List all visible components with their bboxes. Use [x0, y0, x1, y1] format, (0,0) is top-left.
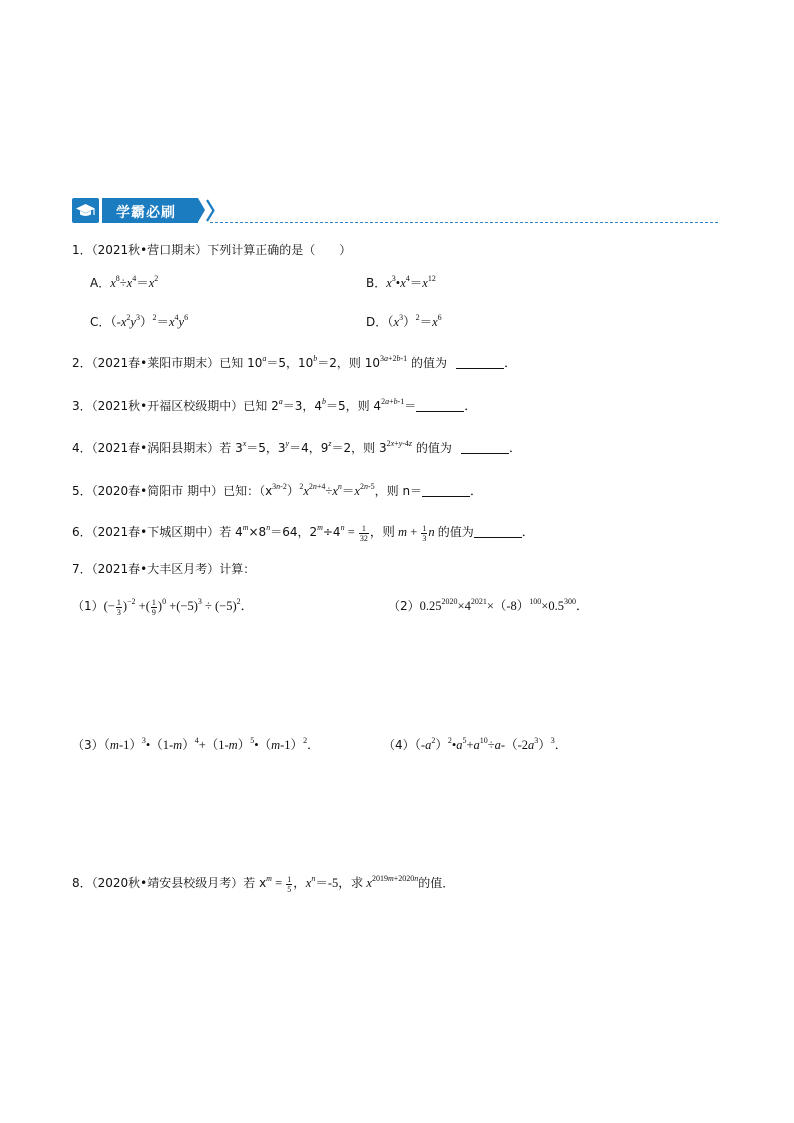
- q1-option-c: C．$(-x^2y^3)^2=x^4y^6$: [90, 313, 189, 329]
- q1-option-d: D．$(x^3)^2=x^6$: [366, 313, 442, 329]
- q3-stem: 3．（2021秋•开福区校级期中）已知 $2^a=3$，$4^b=5$，则 $4^{2a+b-1}=$ ．: [72, 397, 477, 413]
- answer-blank[interactable]: [416, 400, 464, 412]
- graduation-cap-icon: [72, 198, 99, 223]
- section-divider: [210, 222, 718, 223]
- answer-blank[interactable]: [474, 526, 522, 538]
- q8-stem: 8．（2020秋•靖安县校级月考）若 $x^m$ = $\frac{1}{5}$ ，$x^n=-5$，求 $x^{2019m+2020n}$的值．: [72, 874, 455, 894]
- q6-stem: 6．（2021春•下城区期中）若 $4^m\times 8^n=64$，$2^m\div 4^n$ = $\frac{1}{32}$ ，则 m + $\frac{1}{3}$ n 的值为 ．: [72, 523, 535, 543]
- q2-stem: 2．（2021春•莱阳市期末）已知 $10^a=5$，$10^b=2$，则 $10^{3a+2b-1}$ 的值为 ．: [72, 354, 517, 370]
- q7-part3: $(3)(m-1)^3•(1-m)^4+(1-m)^5•(m-1)^2$．: [72, 736, 320, 752]
- q5-stem: 5．（2020春•简阳市 期中）已知：$(x^{3n-2})^2x^{2n+4}\div x^n=x^{2n-5}$，则 n＝ ．: [72, 482, 483, 498]
- q1-stem: 1．（2021秋•营口期末）下列计算正确的是（ ）: [72, 243, 352, 257]
- q7-part2: $(2)0.25^{2020}\times 4^{2021}\times(-8)^{100}\times 0.5^{300}$．: [388, 597, 589, 613]
- q7-part1: （1）(− $\frac{1}{3}$ )$^{-2}$ +( $\frac{1}{9}$ )$^0 +(-5)^3 \div (-5)^2$．: [72, 597, 254, 617]
- answer-blank[interactable]: [456, 357, 504, 369]
- section-title: 学霸必刷: [116, 205, 176, 221]
- chevron-right-icon: [206, 199, 215, 222]
- q1-option-a: A．$x^8\div x^4=x^2$: [90, 274, 159, 290]
- q7-stem: 7．（2021春•大丰区月考）计算：: [72, 562, 256, 576]
- section-title-box: [102, 198, 198, 223]
- title-arrow: [198, 198, 205, 222]
- q4-stem: 4．（2021春•涡阳县期末）若 $3^x=5$，$3^y=4$，$9^z=2$，则 $3^{2x+y-4z}$ 的值为 ．: [72, 439, 522, 455]
- section-icon-box: [72, 198, 99, 223]
- answer-blank[interactable]: [422, 485, 470, 497]
- answer-blank[interactable]: [461, 442, 509, 454]
- q1-option-b: B．$x^3•x^4=x^{12}$: [366, 274, 436, 290]
- q7-part4: $(4)(-a^2)^2•a^5+a^{10}\div a-(-2a^3)^3$．: [383, 736, 568, 752]
